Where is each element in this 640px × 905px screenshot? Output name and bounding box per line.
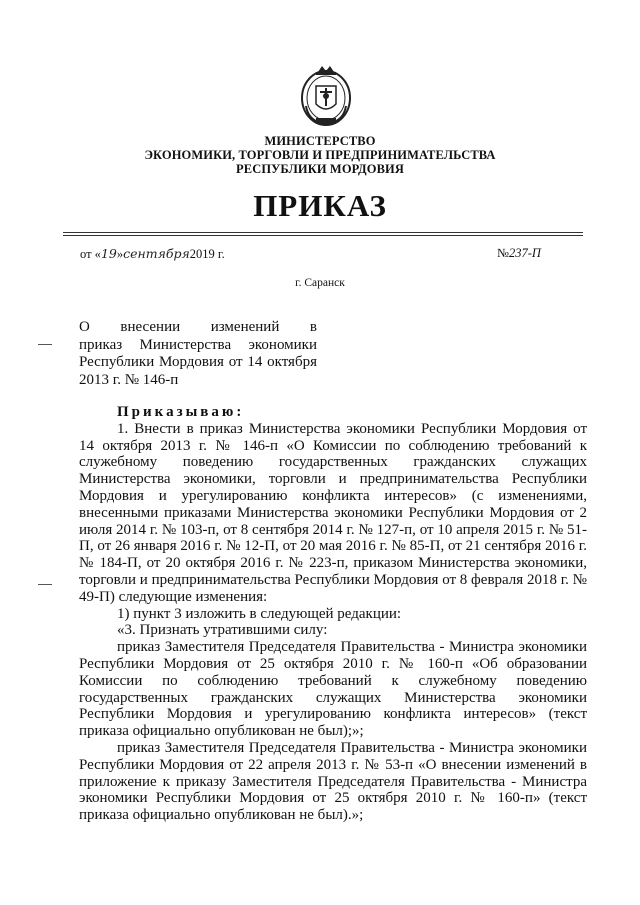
date-mid: » [116, 247, 124, 261]
date-prefix: от « [80, 247, 101, 261]
order-word: Приказываю: [117, 404, 245, 420]
order-date [80, 246, 225, 262]
republic-of-mordovia-coat-of-arms-icon [298, 62, 354, 132]
order-body [79, 404, 587, 824]
order-subject [79, 319, 317, 389]
ministry-line-1: МИНИСТЕРСТВО [264, 134, 376, 148]
ministry-name [0, 134, 640, 176]
date-day: 19 [100, 246, 117, 261]
order-number [497, 246, 541, 261]
subject-first-line: О внесении изменений в [79, 319, 317, 335]
date-month: сентября [123, 246, 190, 261]
city: г. Саранск [295, 277, 345, 289]
order-number-value: 237-П [508, 246, 541, 260]
margin-mark [38, 584, 52, 585]
paragraph-1: 1. Внести в приказ Министерства экономики Республики Мордовия от 14 октября 2013 г. № 146-п «О Комиссии по соблюдению требований к служебному поведению государственных гражданских служащих Министерства экономики, торговли и предпринимательства Республики Мордовия и урегулированию конфликта интересов» (с изменениями, внесенными приказами Министерства экономики Республики Мордовия от 2 июля 2014 г. № 103-п, от 8 сентября 2014 г. № 127-п, от 10 апреля 2015 г. № 51-П, от 26 января 2016 г. № 12-П, от 20 мая 2016 г. № 85-П, от 21 сентября 2016 г. № 184-П, от 20 октября 2016 г. № 223-п, приказом Министерства экономики, торговли и предпринимательства Республики Мордовия от 8 февраля 2018 г. № 49-П) следующие изменения: [79, 420, 587, 605]
header-divider [63, 232, 583, 233]
paragraph-4: приказ Заместителя Председателя Правительства - Министра экономики Республики Мордовия от 25 октября 2010 г. № 160-п «Об образовании Комиссии по соблюдению требований к служебному поведению государственных гражданских служащих Министерства экономики Республики Мордовия и урегулированию конфликта интересов» (текст приказа официально опубликован не был);»; [79, 639, 587, 740]
paragraph-3: «3. Признать утратившими силу: [117, 622, 328, 639]
ministry-line-2: ЭКОНОМИКИ, ТОРГОВЛИ И ПРЕДПРИНИМАТЕЛЬСТВА [144, 148, 496, 162]
paragraph-2: 1) пункт 3 изложить в следующей редакции: [117, 605, 402, 622]
header-divider-second [63, 235, 583, 236]
order-number-prefix: № [497, 246, 509, 260]
subject-rest: приказ Министерства экономики Республики Мордовия от 14 октября 2013 г. № 146-п [79, 336, 317, 388]
margin-mark [38, 344, 52, 345]
document-title: ПРИКАЗ [253, 188, 387, 223]
paragraph-5: приказ Заместителя Председателя Правительства - Министра экономики Республики Мордовия от 22 апреля 2013 г. № 53-п «О внесении изменений в приложение к приказу Заместителя Председателя Правительства - Министра экономики Республики Мордовия от 25 октября 2010 г. № 160-п» (текст приказа официально опубликован не был).»; [79, 739, 587, 824]
ministry-line-3: РЕСПУБЛИКИ МОРДОВИЯ [236, 162, 404, 176]
date-year: 2019 г. [189, 247, 225, 261]
